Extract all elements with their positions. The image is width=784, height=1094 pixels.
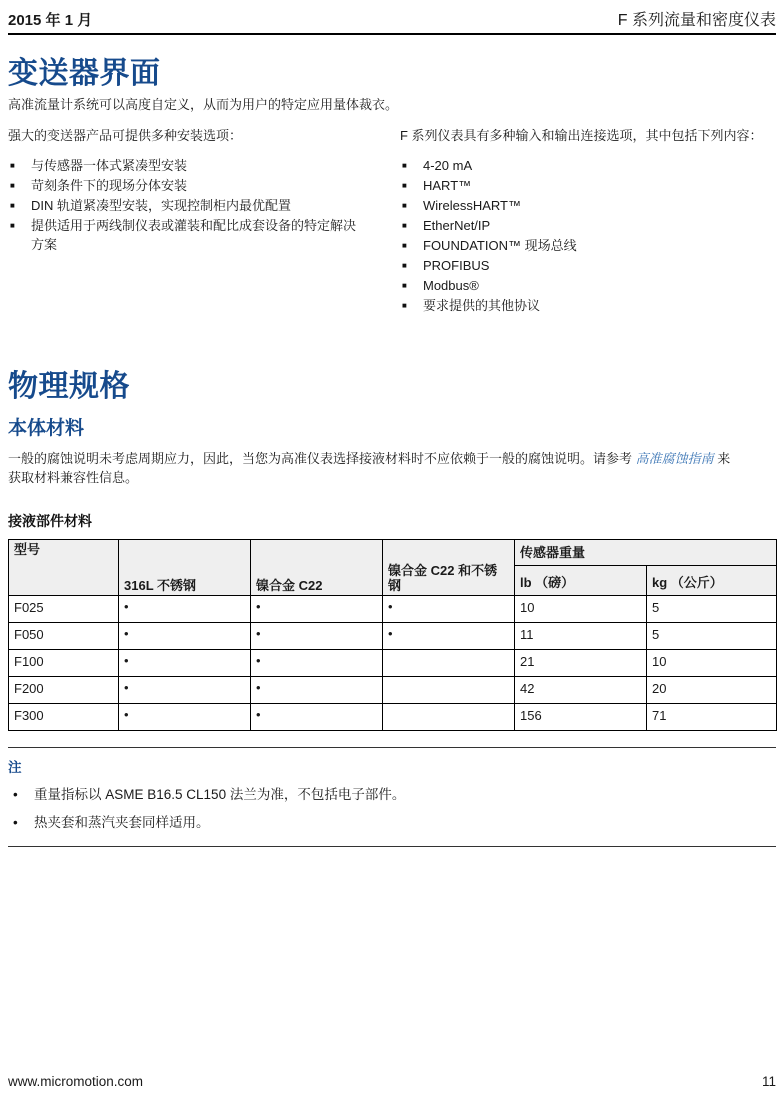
- section-title-transmitter-interface: 变送器界面: [8, 57, 161, 90]
- square-bullet-icon: ■: [10, 161, 15, 170]
- list-item-text: DIN 轨道紧凑型安装，实现控制柜内最优配置: [31, 198, 292, 213]
- weight-kg-cell: 5: [647, 596, 777, 623]
- list-item-text: 与传感器一体式紧凑型安装: [31, 158, 188, 173]
- list-item: [8, 196, 383, 215]
- note-item: [8, 814, 776, 831]
- io-options-list: [400, 156, 776, 315]
- subsection-title-body-materials: 本体材料: [8, 418, 85, 439]
- list-item: [400, 196, 776, 215]
- materials-text-after-link: 来: [713, 451, 731, 466]
- column-header-lb: lb （磅）: [515, 566, 647, 596]
- note-item: [8, 786, 776, 803]
- column-header-model: 型号: [9, 540, 119, 596]
- availability-dot: •: [251, 677, 383, 704]
- list-item: [8, 216, 383, 254]
- weight-kg-cell: 20: [647, 677, 777, 704]
- model-cell: F100: [9, 650, 119, 677]
- list-item-text: Modbus®: [423, 278, 479, 293]
- mounting-options-lead: 强大的变送器产品可提供多种安装选项：: [8, 128, 243, 143]
- availability-dot: [383, 704, 515, 731]
- io-options-column: [383, 127, 776, 316]
- table-row: [9, 596, 777, 623]
- square-bullet-icon: ■: [10, 221, 15, 230]
- note-item-text: 热夹套和蒸汽夹套同样适用。: [34, 815, 210, 830]
- column-header-kg: kg （公斤）: [647, 566, 777, 596]
- two-column-feature-lists: [8, 127, 776, 316]
- weight-kg-cell: 10: [647, 650, 777, 677]
- availability-dot: •: [251, 623, 383, 650]
- list-item: [400, 216, 776, 235]
- table-row: [9, 677, 777, 704]
- square-bullet-icon: ■: [402, 261, 407, 270]
- note-list: [8, 786, 776, 831]
- running-footer: [8, 1074, 776, 1089]
- footer-url: www.micromotion.com: [8, 1074, 144, 1089]
- list-item: [8, 156, 383, 175]
- weight-lb-cell: 21: [515, 650, 647, 677]
- square-bullet-icon: ■: [10, 201, 15, 210]
- footer-page-number: 11: [761, 1074, 776, 1089]
- weight-kg-cell: 71: [647, 704, 777, 731]
- model-cell: F300: [9, 704, 119, 731]
- availability-dot: •: [119, 623, 251, 650]
- list-item: [400, 276, 776, 295]
- availability-dot: •: [119, 596, 251, 623]
- list-item: [400, 236, 776, 255]
- note-block: [8, 747, 776, 847]
- column-header-c22-ss: 镍合金 C22 和不锈钢: [383, 540, 515, 596]
- transmitter-intro-text: 高准流量计系统可以高度自定义，从而为用户的特定应用量体裁衣。: [8, 97, 399, 112]
- availability-dot: [383, 650, 515, 677]
- availability-dot: •: [119, 704, 251, 731]
- model-cell: F025: [9, 596, 119, 623]
- round-bullet-icon: •: [13, 815, 18, 830]
- column-group-sensor-weight: 传感器重量: [515, 540, 777, 566]
- list-item-text: FOUNDATION™ 现场总线: [423, 238, 577, 253]
- column-header-c22: 镍合金 C22: [251, 540, 383, 596]
- square-bullet-icon: ■: [402, 181, 407, 190]
- column-header-316l: 316L 不锈钢: [119, 540, 251, 596]
- availability-dot: •: [119, 677, 251, 704]
- square-bullet-icon: ■: [402, 221, 407, 230]
- availability-dot: •: [251, 650, 383, 677]
- availability-dot: •: [251, 704, 383, 731]
- note-label: 注: [8, 760, 22, 775]
- weight-lb-cell: 10: [515, 596, 647, 623]
- list-item-text: 苛刻条件下的现场分体安装: [31, 178, 188, 193]
- weight-lb-cell: 11: [515, 623, 647, 650]
- list-item: [400, 296, 776, 315]
- list-item-text: EtherNet/IP: [423, 218, 491, 233]
- list-item-text: 要求提供的其他协议: [423, 298, 541, 313]
- table-row: [9, 650, 777, 677]
- list-item-text: HART™: [423, 178, 472, 193]
- availability-dot: [383, 677, 515, 704]
- list-item-text: WirelessHART™: [423, 198, 521, 213]
- materials-text-line2: 获取材料兼容性信息。: [8, 470, 139, 485]
- list-item-text: 4-20 mA: [423, 158, 473, 173]
- availability-dot: •: [119, 650, 251, 677]
- list-item: [8, 176, 383, 195]
- list-item-text: PROFIBUS: [423, 258, 490, 273]
- table-title-wetted-parts: 接液部件材料: [8, 513, 92, 529]
- section-title-physical-specs: 物理规格: [8, 370, 130, 403]
- io-options-lead: F 系列仪表具有多种输入和输出连接选项，其中包括下列内容：: [400, 128, 763, 143]
- list-item: [400, 256, 776, 275]
- square-bullet-icon: ■: [10, 181, 15, 190]
- weight-kg-cell: 5: [647, 623, 777, 650]
- square-bullet-icon: ■: [402, 241, 407, 250]
- header-product-title: F 系列流量和密度仪表: [617, 12, 776, 29]
- square-bullet-icon: ■: [402, 161, 407, 170]
- list-item: [400, 156, 776, 175]
- mounting-options-column: [8, 127, 383, 316]
- wetted-parts-materials-table: [8, 539, 777, 731]
- table-row: [9, 623, 777, 650]
- header-date: 2015 年 1 月: [8, 12, 93, 29]
- body-materials-paragraph: [8, 449, 776, 487]
- square-bullet-icon: ■: [402, 281, 407, 290]
- round-bullet-icon: •: [13, 787, 18, 802]
- list-item: [400, 176, 776, 195]
- availability-dot: •: [383, 596, 515, 623]
- list-item-text: 提供适用于两线制仪表或灌装和配比成套设备的特定解决方案: [31, 218, 357, 252]
- corrosion-guide-link[interactable]: 高准腐蚀指南: [635, 451, 714, 466]
- mounting-options-list: [8, 156, 383, 254]
- materials-text-before-link: 一般的腐蚀说明未考虑周期应力，因此，当您为高准仪表选择接液材料时不应依赖于一般的腐蚀说明。请参考: [8, 451, 636, 466]
- model-cell: F050: [9, 623, 119, 650]
- availability-dot: •: [251, 596, 383, 623]
- running-header: [8, 0, 776, 35]
- weight-lb-cell: 156: [515, 704, 647, 731]
- model-cell: F200: [9, 677, 119, 704]
- weight-lb-cell: 42: [515, 677, 647, 704]
- availability-dot: •: [383, 623, 515, 650]
- square-bullet-icon: ■: [402, 301, 407, 310]
- square-bullet-icon: ■: [402, 201, 407, 210]
- table-row: [9, 704, 777, 731]
- note-item-text: 重量指标以 ASME B16.5 CL150 法兰为准，不包括电子部件。: [34, 787, 406, 802]
